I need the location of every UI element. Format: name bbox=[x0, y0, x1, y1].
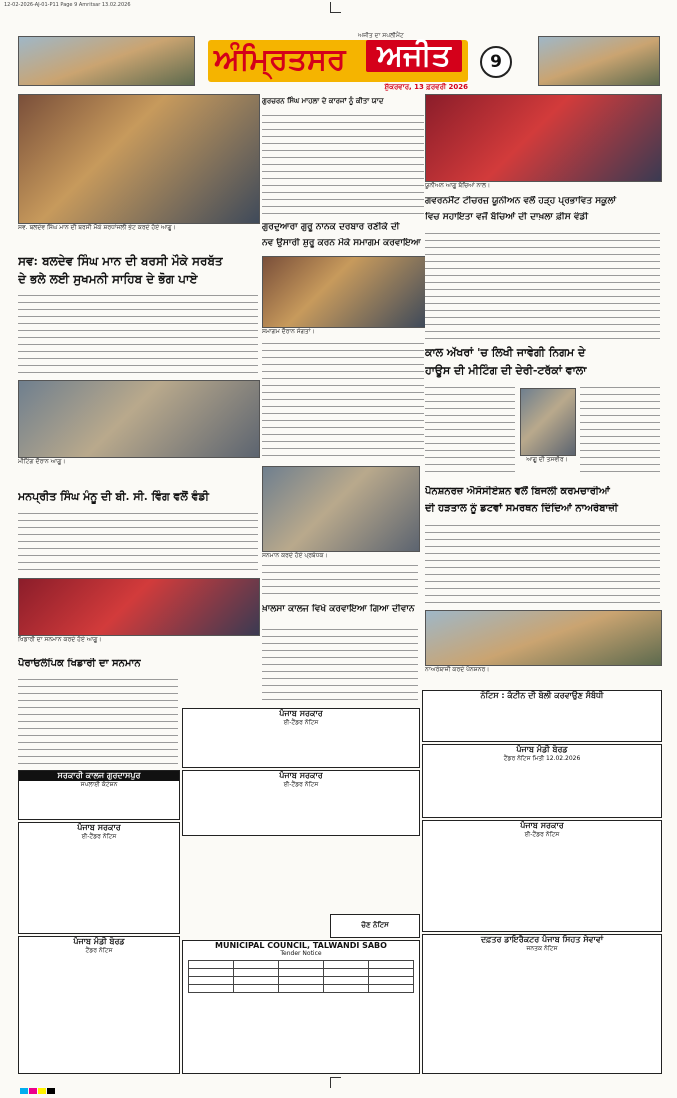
golden-temple-image bbox=[18, 36, 195, 86]
photo-caption: ਮੀਟਿੰਗ ਦੌਰਾਨ ਆਗੂ। bbox=[18, 458, 66, 465]
logo-title-ajit: ਅਜੀਤ bbox=[366, 40, 462, 72]
article-photo bbox=[262, 466, 420, 552]
article-body bbox=[425, 384, 515, 478]
headline: ਪੈਰਾਓਲੰਪਿਕ ਖਿਡਾਰੀ ਦਾ ਸਨਮਾਨ bbox=[18, 658, 141, 669]
ad-subtitle: ਸਪਲਾਈ ਕੋਟੇਸ਼ਨ bbox=[80, 781, 118, 788]
photo-caption: ਖਿਡਾਰੀ ਦਾ ਸਨਮਾਨ ਕਰਦੇ ਹੋਏ ਆਗੂ। bbox=[18, 636, 102, 643]
ad-subtitle: ਈ-ਟੈਂਡਰ ਨੋਟਿਸ bbox=[283, 719, 319, 726]
ad-subtitle: ਈ-ਟੈਂਡਰ ਨੋਟਿਸ bbox=[283, 781, 319, 788]
headline: ਪੈਨਸ਼ਨਰਜ਼ ਐਸੋਸੀਏਸ਼ਨ ਵਲੋਂ ਬਿਜਲੀ ਕਰਮਚਾਰੀਆਂ bbox=[425, 486, 610, 497]
ad-subtitle: ਟੈਂਡਰ ਨੋਟਿਸ bbox=[85, 947, 113, 954]
ad-punjab-sarkar bbox=[422, 820, 662, 932]
newspaper-logo bbox=[208, 32, 468, 82]
photo-caption: ਸਮਾਗਮ ਦੌਰਾਨ ਸੰਗਤਾਂ। bbox=[262, 328, 315, 335]
print-info: 12-02-2026-AJ-01-P11 Page 9 Amritsar 13.02.2026 bbox=[4, 2, 131, 8]
headline: ਹਾਊਸ ਦੀ ਮੀਟਿੰਗ ਦੀ ਦੇਰੀ-ਟਰੱਕਾਂ ਵਾਲਾ bbox=[425, 364, 587, 377]
article-body bbox=[425, 230, 660, 340]
logo-tagline: ਅਜੀਤ ਦਾ ਸਪਲੀਮੈਂਟ bbox=[358, 32, 404, 39]
headline: ਸਵ: ਬਲਦੇਵ ਸਿੰਘ ਮਾਨ ਦੀ ਬਰਸੀ ਮੌਕੇ ਸਰਬੱਤ bbox=[18, 254, 223, 268]
ad-election-notice bbox=[330, 914, 420, 938]
article-body bbox=[262, 626, 418, 706]
ad-title: ਪੰਜਾਬ ਸਰਕਾਰ bbox=[77, 823, 121, 832]
article-photo bbox=[262, 256, 426, 328]
ad-punjab-sarkar bbox=[182, 708, 420, 768]
ad-title: ਪੰਜਾਬ ਮੰਡੀ ਬੋਰਡ bbox=[516, 745, 568, 754]
crop-mark bbox=[330, 1077, 341, 1088]
headline: ਗੁਰਦੁਆਰਾ ਗੁਰੂ ਨਾਨਕ ਦਰਬਾਰ ਰਣੀਕੇ ਦੀ bbox=[262, 222, 400, 232]
photo-caption: ਨਾਅਰੇਬਾਜ਼ੀ ਕਰਦੇ ਪੈਨਸ਼ਨਰ। bbox=[425, 666, 490, 673]
ad-punjab-mandi-board bbox=[18, 936, 180, 1074]
ad-govt-college bbox=[18, 770, 180, 820]
ad-title: ਦਫ਼ਤਰ ਡਾਇਰੈਕਟਰ ਪੰਜਾਬ ਸਿਹਤ ਸੇਵਾਵਾਂ bbox=[480, 935, 604, 944]
ad-title: ਪੰਜਾਬ ਸਰਕਾਰ bbox=[520, 821, 564, 830]
ad-subtitle: Tender Notice bbox=[280, 950, 322, 957]
ad-public-notice bbox=[422, 934, 662, 1074]
headline: ਗੁਰਚਰਨ ਸਿੰਘ ਮਾਹਲਾ ਦੇ ਕਾਰਜਾਂ ਨੂੰ ਕੀਤਾ ਯਾਦ bbox=[262, 96, 384, 105]
headline: ਵਿਚ ਸਹਾਇਤਾ ਵਜੋਂ ਬੱਚਿਆਂ ਦੀ ਦਾਖ਼ਲਾ ਫ਼ੀਸ ਵੰਡੀ bbox=[425, 212, 589, 222]
article-body bbox=[18, 292, 258, 378]
article-photo bbox=[18, 578, 260, 636]
ad-subtitle: ਟੈਂਡਰ ਨੋਟਿਸ ਮਿਤੀ 12.02.2026 bbox=[503, 755, 581, 762]
photo-caption: ਆਗੂ ਦੀ ਤਸਵੀਰ। bbox=[526, 456, 568, 463]
article-photo bbox=[425, 610, 662, 666]
headline: ਨਵ ਉਸਾਰੀ ਸ਼ੁਰੂ ਕਰਨ ਮੌਕੇ ਸਮਾਗਮ ਕਰਵਾਇਆ bbox=[262, 238, 421, 248]
ad-title: ਪੰਜਾਬ ਸਰਕਾਰ bbox=[279, 709, 323, 718]
ad-subtitle: ਜਨਤਕ ਨੋਟਿਸ bbox=[526, 945, 558, 952]
ad-punjab-mandi-board bbox=[422, 744, 662, 818]
ad-title: ਚੋਣ ਨੋਟਿਸ bbox=[361, 921, 389, 929]
page-number: 9 bbox=[480, 46, 512, 78]
tender-table bbox=[188, 960, 414, 993]
ad-subtitle: ਈ-ਟੈਂਡਰ ਨੋਟਿਸ bbox=[81, 833, 117, 840]
article-body bbox=[262, 340, 424, 462]
headline: ਖ਼ਾਲਸਾ ਕਾਲਜ ਵਿਖੇ ਕਰਵਾਇਆ ਗਿਆ ਦੀਵਾਨ bbox=[262, 604, 415, 614]
headline: ਦੀ ਹੜਤਾਲ ਨੂੰ ਡਟਵਾਂ ਸਮਰਥਨ ਦਿੰਦਿਆਂ ਨਾਅਰੇਬਾਜ਼ੀ bbox=[425, 503, 618, 514]
headline: ਦੇ ਭਲੇ ਲਈ ਸੁਖਮਨੀ ਸਾਹਿਬ ਦੇ ਭੋਗ ਪਾਏ bbox=[18, 272, 198, 286]
article-photo bbox=[425, 94, 662, 182]
ad-subtitle: ਈ-ਟੈਂਡਰ ਨੋਟਿਸ bbox=[524, 831, 560, 838]
headline: ਗਵਰਨਮੈਂਟ ਟੀਚਰਜ਼ ਯੂਨੀਅਨ ਵਲੋਂ ਹੜ੍ਹ ਪ੍ਰਭਾਵਿਤ ਸਕੂਲਾਂ bbox=[425, 196, 617, 206]
masthead bbox=[18, 32, 660, 92]
article-photo bbox=[18, 380, 260, 458]
crop-mark bbox=[330, 2, 341, 13]
article-body bbox=[18, 510, 258, 574]
ad-title: ਪੰਜਾਬ ਸਰਕਾਰ bbox=[279, 771, 323, 780]
portrait-photo bbox=[520, 388, 576, 456]
ad-punjab-sarkar bbox=[182, 770, 420, 836]
photo-caption: ਯੂਨੀਅਨ ਆਗੂ ਬੱਚਿਆਂ ਨਾਲ। bbox=[425, 182, 491, 189]
headline: ਮਨਪ੍ਰੀਤ ਸਿੰਘ ਮੰਨੂ ਦੀ ਬੀ. ਸੀ. ਵਿੰਗ ਵਲੋਂ ਵੰਡੀ bbox=[18, 490, 209, 503]
ad-title: ਨੋਟਿਸ : ਕੰਟੀਨ ਦੀ ਬੋਲੀ ਕਰਵਾਉਣ ਸੰਬੰਧੀ bbox=[480, 691, 604, 700]
headline: ਕਾਲ ਅੱਖਰਾਂ 'ਚ ਲਿਖੀ ਜਾਵੇਗੀ ਨਿਗਮ ਦੇ bbox=[425, 346, 586, 359]
ad-title: ਸਰਕਾਰੀ ਕਾਲਜ ਗੁਰਦਾਸਪੁਰ bbox=[19, 771, 179, 781]
article-body bbox=[262, 112, 424, 218]
ad-punjab-sarkar bbox=[18, 822, 180, 934]
ad-title: MUNICIPAL COUNCIL, TALWANDI SABO bbox=[215, 941, 387, 950]
photo-caption: ਸਵ. ਬਲਦੇਵ ਸਿੰਘ ਮਾਨ ਦੀ ਬਰਸੀ ਮੌਕੇ ਸ਼ਰਧਾਂਜਲੀ ਭੇਟ ਕਰਦੇ ਹੋਏ ਆਗੂ। bbox=[18, 224, 176, 231]
ad-canteen-notice bbox=[422, 690, 662, 742]
article-body bbox=[262, 562, 418, 598]
article-photo bbox=[18, 94, 260, 224]
ad-title: ਪੰਜਾਬ ਮੰਡੀ ਬੋਰਡ bbox=[73, 937, 125, 946]
article-body bbox=[18, 676, 178, 766]
heritage-building-image bbox=[538, 36, 660, 86]
ad-municipal-council bbox=[182, 940, 420, 1074]
edition-date: ਸ਼ੁੱਕਰਵਾਰ, 13 ਫ਼ਰਵਰੀ 2026 bbox=[384, 83, 468, 91]
article-body bbox=[425, 522, 660, 606]
logo-title-amritsar: ਅੰਮ੍ਰਿਤਸਰ bbox=[214, 42, 346, 77]
photo-caption: ਸਨਮਾਨ ਕਰਦੇ ਹੋਏ ਪ੍ਰਬੰਧਕ। bbox=[262, 552, 328, 559]
article-body bbox=[580, 384, 660, 478]
